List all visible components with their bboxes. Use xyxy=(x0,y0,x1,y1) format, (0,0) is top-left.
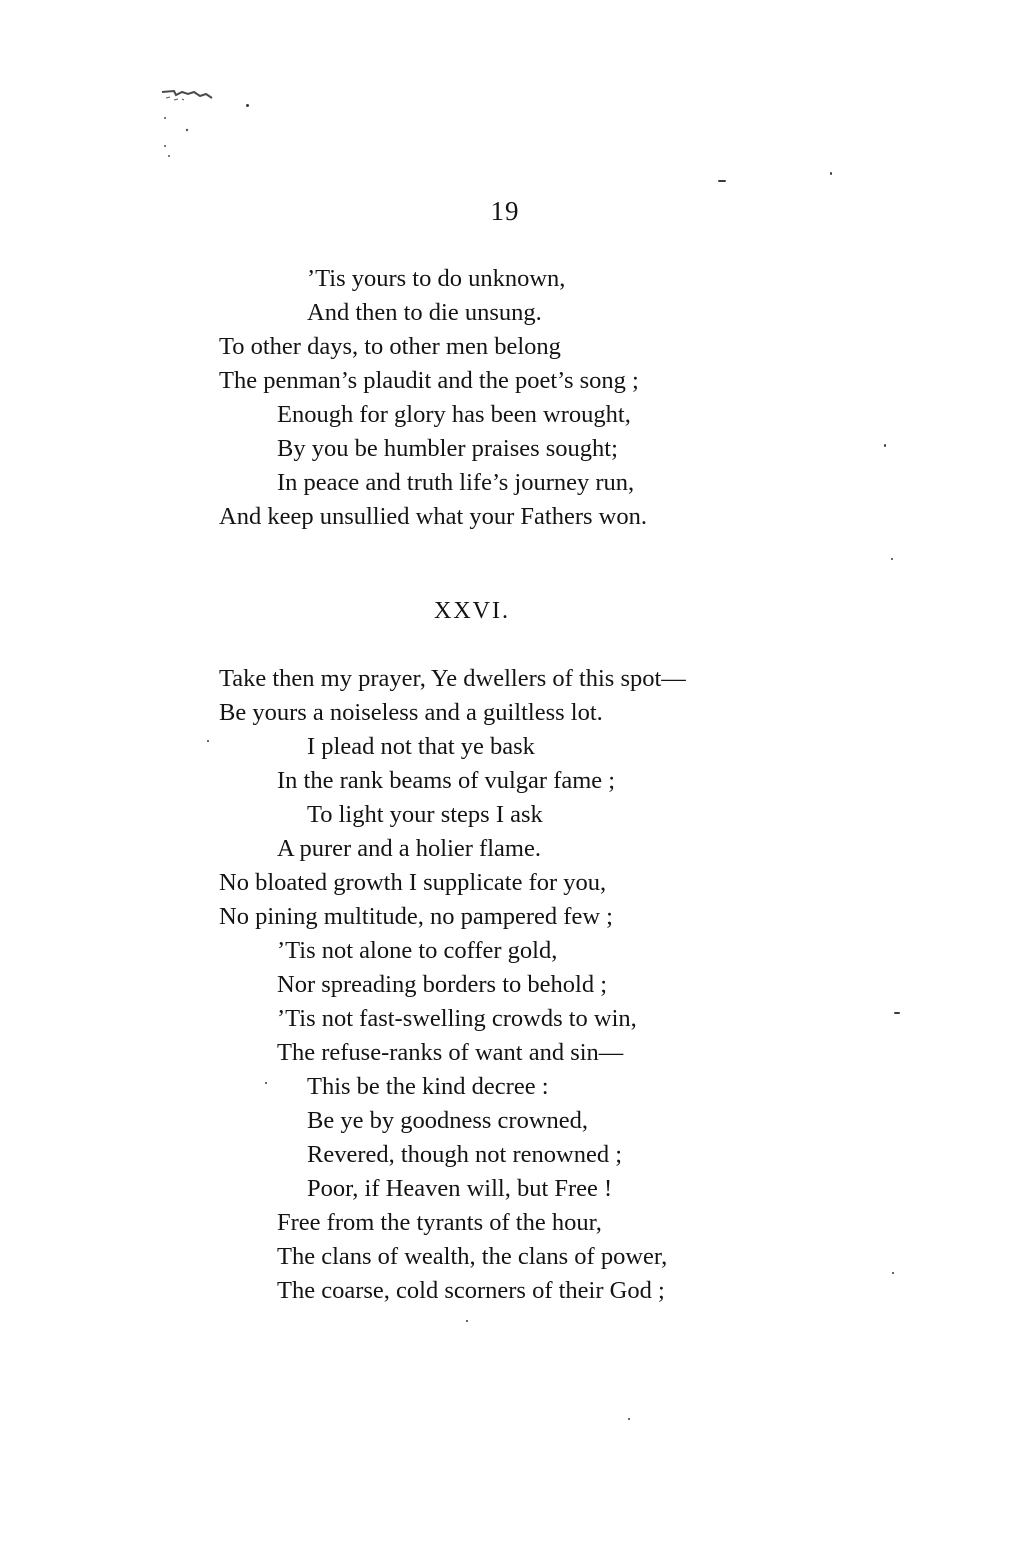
verse-line: And then to die unsung. xyxy=(307,299,542,326)
verse-line: I plead not that ye bask xyxy=(307,733,535,760)
scan-speck xyxy=(628,1418,630,1420)
verse-line: Poor, if Heaven will, but Free ! xyxy=(307,1175,613,1202)
verse-line: This be the kind decree : xyxy=(307,1073,549,1100)
scan-speck xyxy=(830,172,832,175)
verse-line: In the rank beams of vulgar fame ; xyxy=(277,767,616,794)
scan-speck xyxy=(246,104,249,107)
verse-line: No bloated growth I supplicate for you, xyxy=(219,869,607,896)
stanza-xxvi xyxy=(219,662,686,1308)
verse-line: ’Tis not fast-swelling crowds to win, xyxy=(277,1005,637,1032)
verse-line: Revered, though not renowned ; xyxy=(307,1141,623,1168)
verse-line: The refuse-ranks of want and sin— xyxy=(277,1039,624,1066)
verse-line: To other days, to other men belong xyxy=(219,333,561,360)
stanza-continued xyxy=(219,262,647,534)
verse-line: In peace and truth life’s journey run, xyxy=(277,469,635,496)
verse-line: Enough for glory has been wrought, xyxy=(277,401,631,428)
verse-line: The penman’s plaudit and the poet’s song ; xyxy=(219,367,639,394)
verse-line: Free from the tyrants of the hour, xyxy=(277,1209,602,1236)
verse-line: Be ye by goodness crowned, xyxy=(307,1107,589,1134)
verse-line: The clans of wealth, the clans of power, xyxy=(277,1243,668,1270)
verse-line: ’Tis yours to do unknown, xyxy=(307,265,566,292)
scan-smudge-icon xyxy=(160,88,220,168)
verse-line: A purer and a holier flame. xyxy=(277,835,541,862)
scan-speck xyxy=(207,740,209,742)
verse-line: ’Tis not alone to coffer gold, xyxy=(277,937,558,964)
scan-speck xyxy=(466,1320,468,1322)
verse-line: By you be humbler praises sought; xyxy=(277,435,618,462)
scan-speck xyxy=(718,180,726,182)
verse-line: And keep unsullied what your Fathers won. xyxy=(219,503,647,530)
scan-speck xyxy=(892,1272,894,1274)
verse-line: Take then my prayer, Ye dwellers of this spot— xyxy=(219,665,686,692)
scan-speck xyxy=(884,444,886,447)
verse-line: To light your steps I ask xyxy=(307,801,543,828)
section-heading: XXVI. xyxy=(434,598,510,624)
verse-line: No pining multitude, no pampered few ; xyxy=(219,903,613,930)
scan-speck xyxy=(894,1012,900,1014)
page-number: 19 xyxy=(490,196,520,226)
scan-speck xyxy=(891,558,893,560)
verse-line: Nor spreading borders to behold ; xyxy=(277,971,607,998)
verse-line: The coarse, cold scorners of their God ; xyxy=(277,1277,665,1304)
verse-line: Be yours a noiseless and a guiltless lot. xyxy=(219,699,603,726)
